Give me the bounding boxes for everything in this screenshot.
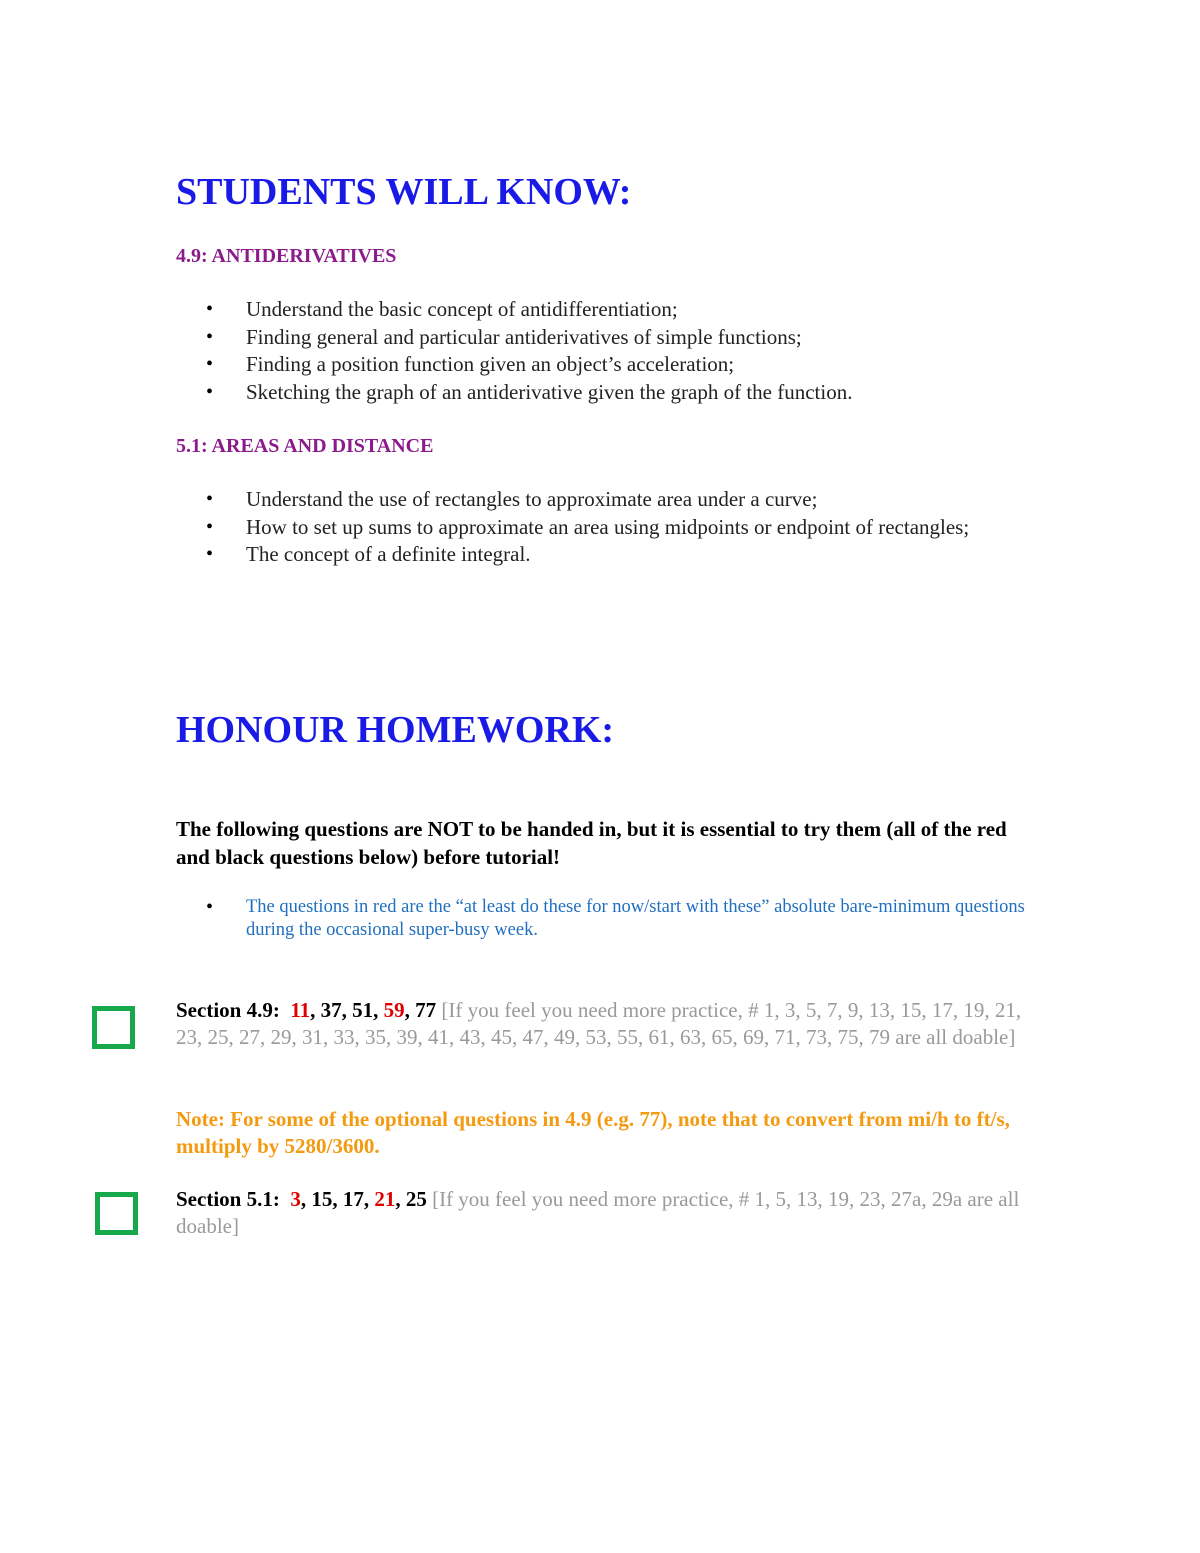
question-number: 59 [383, 998, 405, 1022]
question-separator: , [310, 998, 321, 1022]
bullet-icon: • [206, 353, 214, 375]
section-5-1-checkbox[interactable] [95, 1192, 138, 1235]
objective-item [176, 324, 1036, 352]
bullet-icon: • [206, 515, 214, 538]
required-questions [290, 1187, 427, 1211]
bullet-icon: • [206, 298, 214, 320]
question-number: 37 [320, 998, 342, 1022]
optional-questions: [If you feel you need more practice, # 1, 5, 13, 19, 23, 27a, 29a are all doable] [176, 1187, 1020, 1238]
question-number: 51 [352, 998, 374, 1022]
objective-text: How to set up sums to approximate an area using midpoints or endpoint of rectangles; [246, 514, 970, 539]
homework-note-list [176, 896, 1036, 942]
red-questions-note-text: The questions in red are the “at least do these for now/start with these” absolute bare-minimum questions during the occasional super-busy week. [246, 897, 1025, 940]
question-separator: , [332, 1187, 343, 1211]
objective-text: Understand the basic concept of antidifferentiation; [246, 297, 678, 321]
section-5-1-heading: 5.1: AREAS AND DISTANCE [176, 435, 434, 457]
objective-item [176, 296, 1036, 324]
question-number: 21 [374, 1187, 396, 1211]
section-4-9-heading: 4.9: ANTIDERIVATIVES [176, 245, 397, 267]
optional-questions: [If you feel you need more practice, # 1, 3, 5, 7, 9, 13, 15, 17, 19, 21, 23, 25, 27, 29, 31, 33, 35, 39, 41, 43, 45, 47, 49, 53, 55, 61, 63, 65, 69, 71, 73, 75, 79 are all doable] [176, 998, 1022, 1049]
section-5-1-objectives [176, 486, 1036, 569]
objective-item [176, 541, 1036, 569]
section-4-9-homework [176, 997, 1036, 1051]
objective-item [176, 486, 1036, 514]
question-separator: , [300, 1187, 312, 1211]
section-4-9-checkbox[interactable] [92, 1006, 135, 1049]
objective-item [176, 351, 1036, 379]
objective-item [176, 514, 1036, 542]
question-number: 3 [290, 1187, 301, 1211]
objective-text: The concept of a definite integral. [246, 542, 531, 566]
objective-text: Finding general and particular antiderivatives of simple functions; [246, 324, 802, 349]
objective-text: Finding a position function given an object’s acceleration; [246, 352, 735, 376]
section-4-9-objectives [176, 296, 1036, 406]
bullet-icon: • [206, 543, 214, 565]
homework-intro-text: The following questions are NOT to be handed in, but it is essential to try them (all of the red and black questions below) before tutorial! [176, 817, 1007, 869]
question-separator: , [404, 998, 416, 1022]
objective-item [176, 379, 1036, 407]
question-number: 25 [405, 1187, 427, 1211]
question-number: 17 [342, 1187, 364, 1211]
question-separator: , [341, 998, 353, 1022]
honour-homework-heading: HONOUR HOMEWORK: [176, 709, 615, 751]
bullet-icon: • [206, 380, 214, 403]
section-label: Section 4.9: [176, 998, 280, 1022]
section-label: Section 5.1: [176, 1187, 280, 1211]
students-will-know-heading: STUDENTS WILL KNOW: [176, 171, 632, 213]
question-separator: , [363, 1187, 375, 1211]
conversion-note: Note: For some of the optional questions in 4.9 (e.g. 77), note that to convert from mi/h to ft/s, multiply by 5280/3600. [176, 1107, 1010, 1158]
objective-text: Understand the use of rectangles to approximate area under a curve; [246, 487, 818, 511]
question-number: 11 [290, 998, 311, 1022]
question-separator: , [373, 998, 384, 1022]
required-questions [290, 998, 436, 1022]
bullet-icon: • [206, 325, 214, 348]
section-5-1-homework [176, 1186, 1036, 1240]
bullet-icon: • [206, 488, 214, 510]
question-number: 77 [415, 998, 437, 1022]
objective-text: Sketching the graph of an antiderivative given the graph of the function. [246, 379, 853, 404]
question-number: 15 [311, 1187, 333, 1211]
question-separator: , [395, 1187, 406, 1211]
red-questions-note [176, 896, 1036, 942]
bullet-icon: • [206, 896, 214, 918]
